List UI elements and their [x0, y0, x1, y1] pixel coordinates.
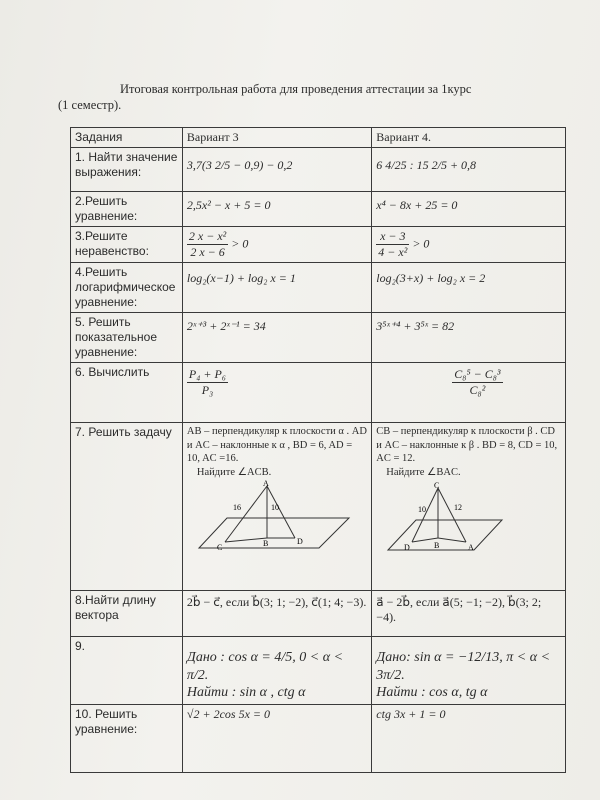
- task-4-variant-4: log₂(3+x) + log₂ x = 2: [372, 263, 566, 313]
- task-1-variant-4: 6 4/25 : 15 2/5 + 0,8: [372, 148, 566, 192]
- task-1-label: 1. Найти значение выражения:: [71, 148, 183, 192]
- task-8-label: 8.Найти длину вектора: [71, 591, 183, 637]
- task-10-label: 10. Решить уравнение:: [71, 704, 183, 772]
- header-variant-4: Вариант 4.: [372, 128, 566, 148]
- point-label: A: [262, 479, 269, 488]
- task-8-variant-3: 2b⃗ − c⃗, если b⃗(3; 1; −2), c⃗(1; 4; −3).: [182, 591, 371, 637]
- table-row: [71, 192, 566, 227]
- task-3-variant-3: [182, 227, 371, 263]
- table-row: [71, 591, 566, 637]
- task-7-variant-3: [182, 423, 371, 591]
- point-label: C: [216, 542, 223, 552]
- table-row: [71, 637, 566, 705]
- task-9-variant-3: [182, 637, 371, 705]
- given-condition: Дано : cos α = 4/5, 0 < α < π/2.: [186, 650, 344, 683]
- task-9-variant-4: [372, 637, 566, 705]
- task-1-variant-3: 3,7(3 2/5 − 0,9) − 0,2: [182, 148, 371, 192]
- task-6-variant-3: [182, 363, 371, 423]
- assignment-table: [70, 127, 566, 773]
- task-4-label: 4.Решить логарифмическое уравнение:: [71, 263, 183, 313]
- given-condition: Дано: sin α = −12/13, π < α < 3π/2.: [376, 650, 551, 683]
- task-2-variant-4: x⁴ − 8x + 25 = 0: [372, 192, 566, 227]
- segment-label: 10: [270, 502, 279, 512]
- fraction-denominator: C₈²: [469, 383, 486, 397]
- find-target: Найти : cos α, tg α: [376, 685, 488, 700]
- table-header-row: [71, 128, 566, 148]
- fraction-numerator: x − 3: [376, 229, 409, 245]
- table-row: [71, 423, 566, 591]
- task-5-variant-3: 2ˣ⁺³ + 2ˣ⁻¹ = 34: [182, 313, 371, 363]
- fraction-numerator: C₈⁵ − C₈³: [454, 367, 501, 381]
- point-label: B: [262, 538, 269, 548]
- task-2-label: 2.Решить уравнение:: [71, 192, 183, 227]
- inequality-relation: > 0: [231, 236, 249, 251]
- segment-label: 12: [454, 502, 463, 512]
- document-title: Итоговая контрольная работа для проведения аттестации за 1курс: [120, 82, 472, 96]
- task-5-variant-4: 3⁵ˣ⁺⁴ + 3⁵ˣ = 82: [372, 313, 566, 363]
- table-row: [71, 148, 566, 192]
- task-6-label: 6. Вычислить: [71, 363, 183, 423]
- task-8-variant-4: a⃗ − 2b⃗, если a⃗(5; −1; −2), b⃗(3; 2; −4).: [372, 591, 566, 637]
- segment-label: 16: [232, 502, 241, 512]
- point-label: D: [296, 536, 303, 546]
- table-row: [71, 263, 566, 313]
- segment-label: 10: [418, 504, 427, 514]
- table-row: [71, 227, 566, 263]
- document-subtitle: (1 семестр).: [58, 98, 122, 112]
- inequality-fraction: [376, 229, 409, 260]
- fraction-denominator: P₃: [201, 383, 214, 397]
- fraction-denominator: 4 − x²: [378, 245, 408, 259]
- geometry-figure: [187, 480, 355, 560]
- table-row: [71, 363, 566, 423]
- combination-fraction: [452, 367, 502, 398]
- point-label: D: [404, 542, 411, 552]
- task-4-variant-3: log₂(x−1) + log₂ x = 1: [182, 263, 371, 313]
- header-tasks: Задания: [71, 128, 183, 148]
- problem-statement: CB – перпендикуляр к плоскости β . CD и AC – наклонные к β . BD = 8, CD = 10, AC = 12.: [376, 426, 558, 465]
- task-3-variant-4: [372, 227, 566, 263]
- task-9-label: 9.: [71, 637, 183, 705]
- find-target: Найти : sin α , ctg α: [186, 685, 306, 700]
- task-10-variant-4: ctg 3x + 1 = 0: [372, 704, 566, 772]
- geometry-figure: [376, 480, 548, 560]
- header-variant-3: Вариант 3: [182, 128, 371, 148]
- task-5-label: 5. Решить показательное уравнение:: [71, 313, 183, 363]
- problem-question: Найдите ∠ACB.: [196, 466, 272, 478]
- problem-question: Найдите ∠BAC.: [386, 466, 461, 478]
- task-10-variant-3: √2 + 2cos 5x = 0: [182, 704, 371, 772]
- point-label: C: [434, 480, 440, 490]
- permutation-fraction: [187, 367, 228, 398]
- task-2-variant-3: 2,5x² − x + 5 = 0: [182, 192, 371, 227]
- problem-statement: AB – перпендикуляр к плоскости α . AD и AC – наклонные к α , BD = 6, AD = 10, AC =16.: [186, 426, 367, 465]
- task-7-variant-4: [372, 423, 566, 591]
- point-label: B: [434, 540, 440, 550]
- task-6-variant-4: [372, 363, 566, 423]
- fraction-denominator: 2 x − 6: [190, 245, 225, 259]
- inequality-relation: > 0: [412, 236, 430, 251]
- inequality-fraction: [187, 229, 228, 260]
- fraction-numerator: 2 x − x²: [188, 229, 227, 243]
- task-3-label: 3.Решите неравенство:: [71, 227, 183, 263]
- task-7-label: 7. Решить задачу: [71, 423, 183, 591]
- table-row: [71, 704, 566, 772]
- fraction-numerator: P₄ + P₆: [188, 367, 227, 381]
- table-row: [71, 313, 566, 363]
- point-label: A: [468, 542, 475, 552]
